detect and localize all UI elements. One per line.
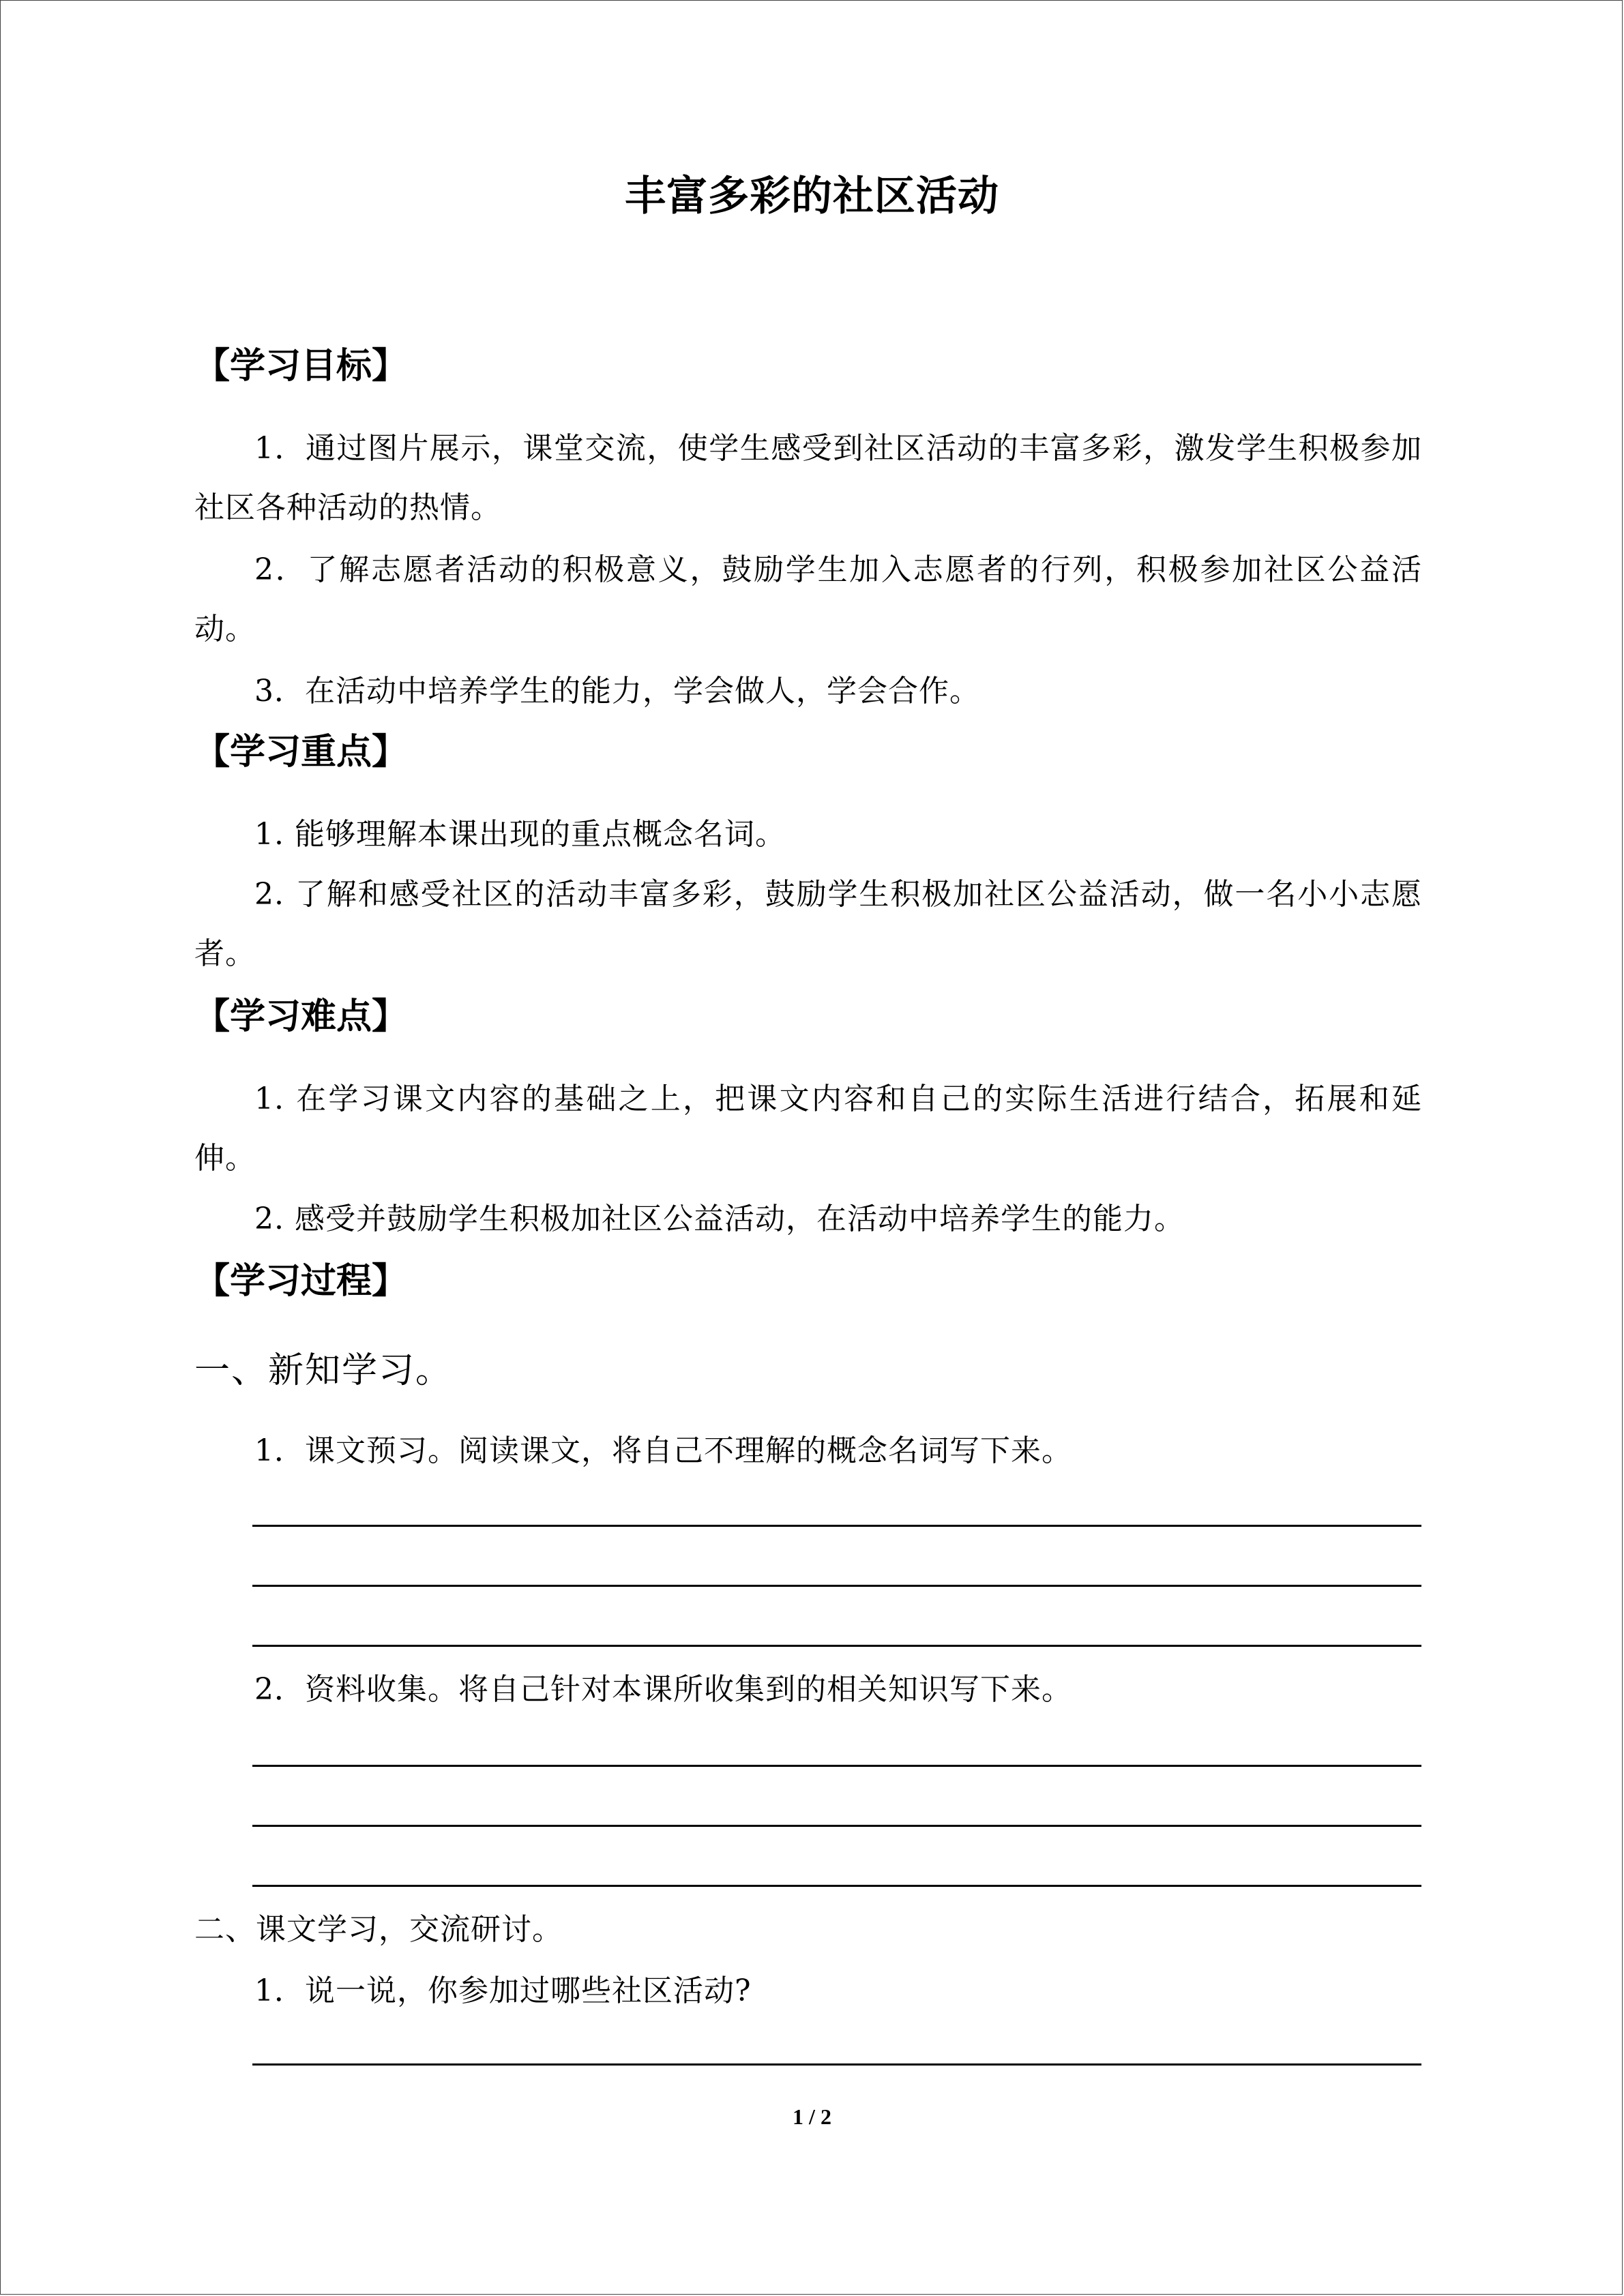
part1-question-2: 2．资料收集。将自己针对本课所收集到的相关知识写下来。 <box>254 1672 1072 1707</box>
difficulty-item-1: 1. 在学习课文内容的基础之上，把课文内容和自己的实际生活进行结合，拓展和延伸。 <box>194 1082 1422 1176</box>
answer-line[interactable] <box>252 1645 1421 1647</box>
answer-line[interactable] <box>252 1765 1421 1767</box>
answer-line[interactable] <box>252 1885 1421 1887</box>
goal-item-1: 1．通过图片展示，课堂交流，使学生感受到社区活动的丰富多彩，激发学生积极参加社区各种活动的热情。 <box>194 431 1422 525</box>
key-point-item-1: 1. 能够理解本课出现的重点概念名词。 <box>254 817 786 852</box>
page-number: 1 / 2 <box>793 2104 831 2129</box>
answer-line[interactable] <box>252 2063 1421 2066</box>
process-heading: 【学习过程】 <box>194 1261 408 1302</box>
part1-title: 一、新知学习。 <box>194 1350 453 1391</box>
goal-item-3: 3．在活动中培养学生的能力，学会做人，学会合作。 <box>254 674 980 709</box>
part2-title: 二、课文学习，交流研讨。 <box>194 1912 563 1947</box>
key-point-item-2: 2. 了解和感受社区的活动丰富多彩，鼓励学生积极加社区公益活动，做一名小小志愿者。 <box>194 877 1422 971</box>
answer-line[interactable] <box>252 1585 1421 1587</box>
goals-heading: 【学习目标】 <box>194 346 408 387</box>
goal-item-2: 2．了解志愿者活动的积极意义，鼓励学生加入志愿者的行列，积极参加社区公益活动。 <box>194 552 1422 646</box>
document-title: 丰富多彩的社区活动 <box>625 173 999 220</box>
answer-line[interactable] <box>252 1525 1421 1527</box>
key-points-heading: 【学习重点】 <box>194 732 408 773</box>
part1-question-1: 1．课文预习。阅读课文，将自己不理解的概念名词写下来。 <box>254 1433 1072 1468</box>
difficulties-heading: 【学习难点】 <box>194 996 408 1037</box>
part2-question-1: 1．说一说，你参加过哪些社区活动? <box>254 1973 752 2008</box>
answer-line[interactable] <box>252 1825 1421 1827</box>
difficulty-item-2: 2. 感受并鼓励学生积极加社区公益活动，在活动中培养学生的能力。 <box>254 1202 1185 1236</box>
